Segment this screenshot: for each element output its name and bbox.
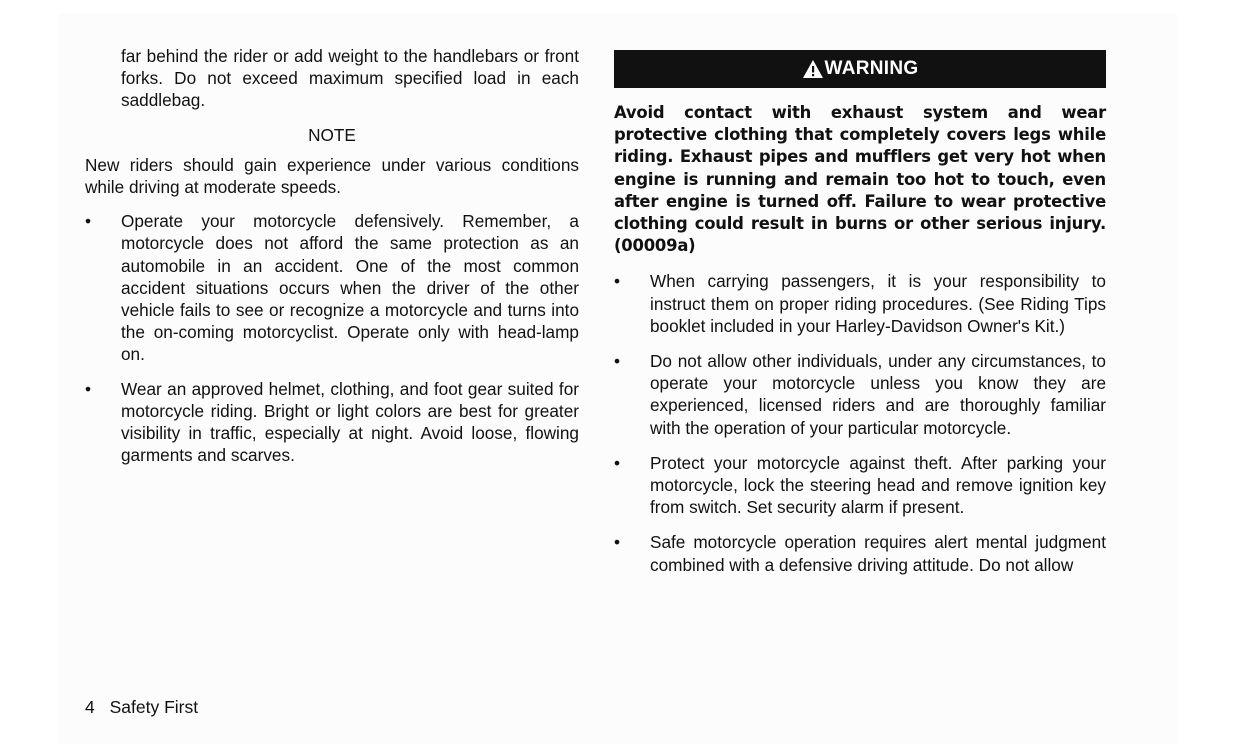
note-heading: NOTE [308,124,356,145]
left-column [85,45,579,466]
warning-label: WARNING [824,58,919,79]
page-number: 4 [85,697,95,717]
list-item [614,531,1106,575]
page-footer [85,697,198,718]
right-column [614,50,1106,576]
bullet-symbol: • [614,532,621,553]
list-item [85,210,579,365]
list-item [614,452,1106,519]
warning-triangle-icon [802,59,824,79]
bullet-symbol: • [614,351,621,372]
list-item-text: Do not allow other individuals, under any circumstances, to operate your motorcycle unless you know they are experienced, licensed riders and are thoroughly familiar with the operation of your particular motorcycle. [650,351,1106,438]
bullet-symbol: • [614,271,621,292]
list-item-text: Operate your motorcycle defensively. Remember, a motorcycle does not afford the same protection as an automobile in an accident. One of the most common accident situations occurs when the driver of the other vehicle fails to see or recognize a motorcycle and turns into the on-coming motorcyclist. Operate only with head-lamp on. [121,211,579,365]
right-bullet-list [614,270,1106,575]
bullet-symbol: • [85,211,92,232]
list-item-text: Safe motorcycle operation requires alert mental judgment combined with a defensive driving attitude. Do not allow [650,532,1106,575]
list-item-text: When carrying passengers, it is your responsibility to instruct them on proper riding procedures. (See Riding Tips booklet included in your Harley-Davidson Owner's Kit.) [650,271,1106,336]
section-title: Safety First [109,697,199,717]
bullet-symbol: • [85,378,92,399]
list-item [614,270,1106,337]
list-item-text: Protect your motorcycle against theft. After parking your motorcycle, lock the steering head and remove ignition key from switch. Set security alarm if present. [650,452,1106,518]
warning-text: Avoid contact with exhaust system and wear protective clothing that completely covers legs while riding. Exhaust pipes and mufflers get very hot when engine is running and remain too hot to touch, even after engine is turned off. Failure to wear protective clothing could result in burns or other serious injury. (00009a) [614,103,1106,256]
bullet-symbol: • [614,452,621,473]
continuation-paragraph: far behind the rider or add weight to the handlebars or front forks. Do not exceed maximum specified load in each saddlebag. [121,46,579,111]
list-item [614,350,1106,439]
list-item [85,378,579,467]
warning-banner [614,50,1106,88]
note-paragraph: New riders should gain experience under various conditions while driving at moderate speeds. [85,154,579,198]
list-item-text: Wear an approved helmet, clothing, and foot gear suited for motorcycle riding. Bright or light colors are best for greater visibility in traffic, especially at night. Avoid loose, flowing garments and scarves. [121,378,579,466]
